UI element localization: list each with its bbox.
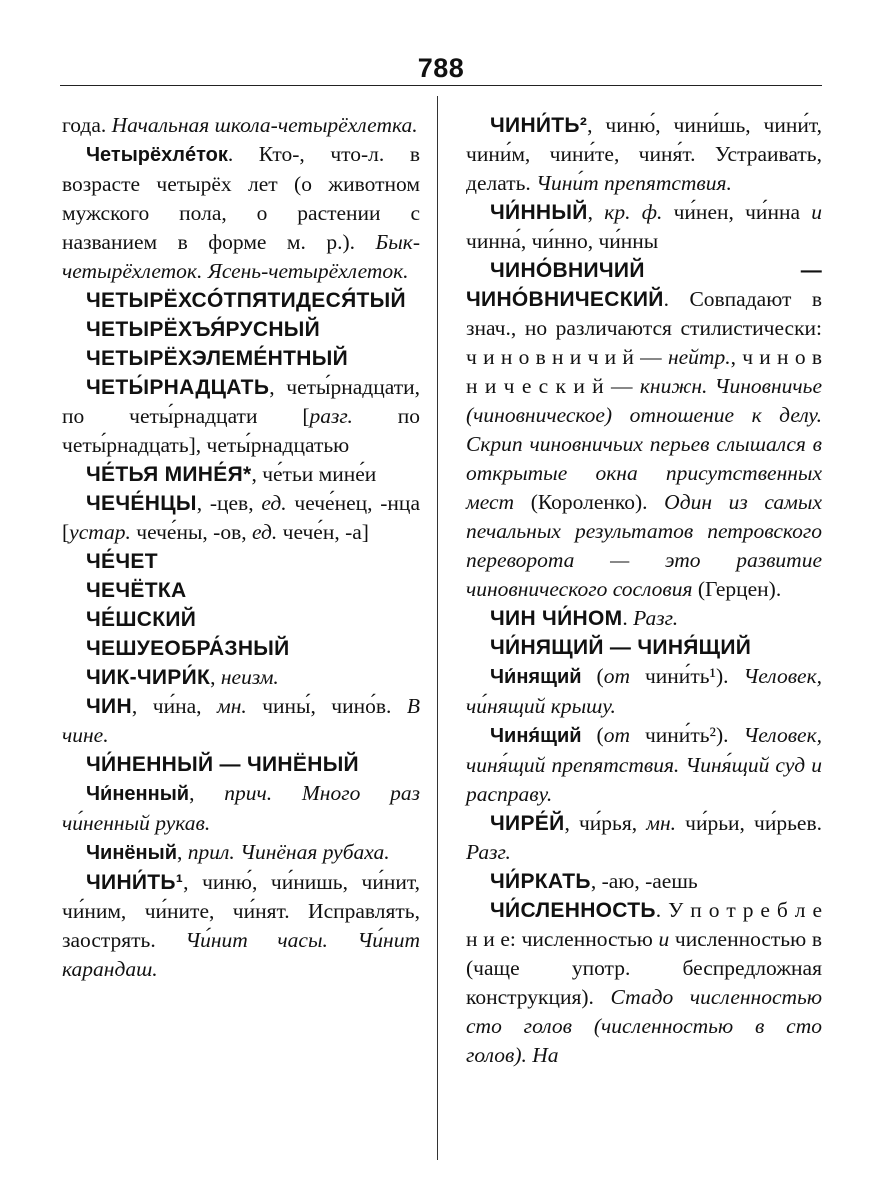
entry-text: ( <box>581 664 604 688</box>
headword: ЧИК-ЧИРИ́К <box>86 666 211 689</box>
dictionary-entry <box>62 547 420 576</box>
entry-text: (Герцен). <box>692 577 782 601</box>
dictionary-entry <box>62 140 420 286</box>
headword: ЧИРЕ́Й <box>490 812 565 835</box>
headword: ЧИ́СЛЕННОСТЬ <box>490 899 656 922</box>
entry-text: , четы́рнадцати, по четы́рнадцати [ <box>62 375 420 428</box>
headword: ЧЕЧЁТКА <box>86 579 187 602</box>
italic-text: устар. <box>69 520 131 544</box>
entry-text: , чи́рья, <box>564 811 647 835</box>
dictionary-entry <box>62 750 420 779</box>
dictionary-entry <box>466 198 822 256</box>
italic-text: Стадо численностью сто голов (численностью в сто голов). На <box>466 985 822 1067</box>
headword: ЧЕТЫРЁХЭЛЕМЕ́НТНЫЙ <box>86 347 348 370</box>
entry-text: . Совпадают в знач., но различаются стилистически: ч и н о в н и ч и й — <box>466 287 822 369</box>
headword: ЧИ́НЕННЫЙ — ЧИНЁНЫЙ <box>86 753 359 776</box>
italic-text: мн. <box>646 811 677 835</box>
entry-text: чече́ны, -ов, <box>130 520 252 544</box>
entry-text: , <box>587 200 605 224</box>
entry-text: , че́тьи мине́и <box>251 462 377 486</box>
italic-text: Один из самых печальных результатов петровского переворота — это развитие чиновнического сословия <box>466 490 822 601</box>
italic-text: прил. Чинёная рубаха. <box>187 840 390 864</box>
italic-text: неизм. <box>220 665 279 689</box>
italic-text: Бык-четырёхлеток. Ясень-четырёхлеток. <box>62 230 420 283</box>
entry-text: . Кто-, что-л. в возрасте четырёх лет (о животном мужского пола, о растении с названием в форме м. р.). <box>62 142 420 254</box>
headword: ЧИ́РКАТЬ <box>490 870 591 893</box>
column-divider <box>437 96 438 1160</box>
dictionary-entry <box>466 809 822 867</box>
italic-text: Человек, чиня́щий препятствия. Чиня́щий суд и расправу. <box>466 723 822 806</box>
italic-text: и <box>658 927 670 951</box>
sub-headword: Чинёный <box>86 842 178 864</box>
entry-text: , ч и н о в н и ч е с к и й — <box>466 345 822 398</box>
sub-headword: Чи́ненный <box>86 783 190 805</box>
dictionary-entry <box>466 867 822 896</box>
dictionary-entry <box>466 662 822 721</box>
dictionary-entry <box>466 721 822 809</box>
dictionary-entry <box>62 460 420 489</box>
headword: ЧЕ́ШСКИЙ <box>86 608 197 631</box>
italic-text: Человек, чи́нящий крышу. <box>466 664 822 718</box>
headword: ЧИ́НЯЩИЙ — ЧИНЯ́ЩИЙ <box>490 636 752 659</box>
right-column <box>466 111 822 1070</box>
italic-text: прич. Много раз чи́ненный рукав. <box>62 781 420 835</box>
dictionary-entry <box>62 286 420 315</box>
entry-text: , чиню́, чини́шь, чини́т, чини́м, чини́те, чиня́т. Устраивать, делать. <box>466 113 822 195</box>
entry-text: чи́нен, чи́нна <box>662 200 812 224</box>
entry-text: по четы́рнадцать], четы́рнадцатью <box>62 404 420 457</box>
italic-text: Чини́т препятствия. <box>536 171 732 195</box>
sub-headword: Чи́нящий <box>490 666 582 688</box>
entry-continuation <box>62 111 420 140</box>
entry-text: чече́нец, -нца [ <box>62 491 420 544</box>
dictionary-entry <box>62 373 420 460</box>
header-rule <box>60 85 822 86</box>
headword: ЧИ́ННЫЙ <box>490 201 588 224</box>
headword: ЧЕТЫРЁХЪЯ́РУСНЫЙ <box>86 318 321 341</box>
dictionary-entry <box>466 256 822 604</box>
entry-text: чи́рьи, чи́рьев. <box>676 811 823 835</box>
headword: ЧИН ЧИ́НОМ <box>490 607 623 630</box>
dictionary-entry <box>466 633 822 662</box>
entry-text: , чи́на, <box>131 694 217 718</box>
entry-text: чини́ть²). <box>630 723 744 747</box>
italic-text: кр. ф. <box>604 200 663 224</box>
italic-text: Разг. <box>633 606 679 630</box>
entry-text: ( <box>581 723 604 747</box>
italic-text: ед. <box>261 491 287 515</box>
italic-text: Начальная школа-четырёхлетка. <box>111 113 418 137</box>
headword: ЧЕЧЕ́НЦЫ <box>86 492 197 515</box>
italic-text: ед. <box>252 520 278 544</box>
sub-headword: Четырёхлéток <box>86 144 228 166</box>
headword: ЧИНИ́ТЬ² <box>490 114 588 137</box>
entry-text: , <box>177 840 188 864</box>
entry-text: чини́ть¹). <box>630 664 744 688</box>
entry-text: , -цев, <box>196 491 262 515</box>
headword: ЧЕТЫРЁХСÓТПЯТИДЕСЯ́ТЫЙ <box>86 289 406 312</box>
entry-text: , <box>189 781 225 805</box>
italic-text: нейтр. <box>667 345 731 369</box>
italic-text: книжн. Чиновничье (чиновническое) отношение к делу. Скрип чиновничьих перьев слышался в открытые окна присутственных мест <box>466 374 822 514</box>
italic-text: разг. <box>309 404 353 428</box>
entry-text: численностью в (чаще употр. беспредложная конструкция). <box>466 927 823 1009</box>
dictionary-entry <box>62 605 420 634</box>
italic-text: и <box>811 200 822 224</box>
entry-text: . У п о т р е б л е н и е: численностью <box>466 898 822 951</box>
headword: ЧЕ́ЧЕТ <box>86 550 158 573</box>
dictionary-entry <box>62 779 420 838</box>
entry-text: чинна́, чи́нно, чи́нны <box>466 229 659 253</box>
dictionary-entry <box>466 604 822 633</box>
page-number: 788 <box>417 53 465 83</box>
dictionary-entry <box>62 868 420 984</box>
headword: ЧЕТЫ́РНАДЦАТЬ <box>86 376 270 399</box>
headword: ЧИНИ́ТЬ¹ <box>86 871 184 894</box>
entry-text: , -аю, -аешь <box>590 869 698 893</box>
dictionary-entry <box>62 489 420 547</box>
dictionary-entry <box>62 315 420 344</box>
italic-text: от <box>603 664 630 688</box>
italic-text: В чине. <box>62 694 420 747</box>
dictionary-entry <box>62 692 420 750</box>
italic-text: мн. <box>216 694 247 718</box>
entry-text: года. <box>62 113 112 137</box>
entry-text: чече́н, -а] <box>277 520 369 544</box>
sub-headword: Чиня́щий <box>490 725 582 747</box>
dictionary-entry <box>62 663 420 692</box>
entry-text: , <box>210 665 221 689</box>
headword: ЧИНО́ВНИЧИЙ — ЧИНО́ВНИЧЕСКИЙ <box>466 259 822 311</box>
dictionary-entry <box>62 344 420 373</box>
dictionary-entry <box>62 634 420 663</box>
italic-text: от <box>603 723 630 747</box>
entry-text: чины́, чино́в. <box>246 694 407 718</box>
entry-text: (Короленко). <box>514 490 665 514</box>
dictionary-entry <box>62 576 420 605</box>
headword: ЧЕШУЕОБРА́ЗНЫЙ <box>86 637 290 660</box>
entry-text: , чиню́, чи́нишь, чи́нит, чи́ним, чи́ните, чи́нят. Исправлять, заострять. <box>62 870 420 952</box>
entry-text: . <box>622 606 634 630</box>
italic-text: Разг. <box>466 840 511 864</box>
italic-text: Чи́нит часы. Чи́нит карандаш. <box>62 928 420 981</box>
dictionary-entry <box>62 838 420 868</box>
dictionary-entry <box>466 896 822 1070</box>
left-column <box>62 111 420 984</box>
dictionary-entry <box>466 111 822 198</box>
headword: ЧИН <box>86 695 132 718</box>
headword: ЧЕ́ТЬЯ МИНЕ́Я* <box>86 463 252 486</box>
